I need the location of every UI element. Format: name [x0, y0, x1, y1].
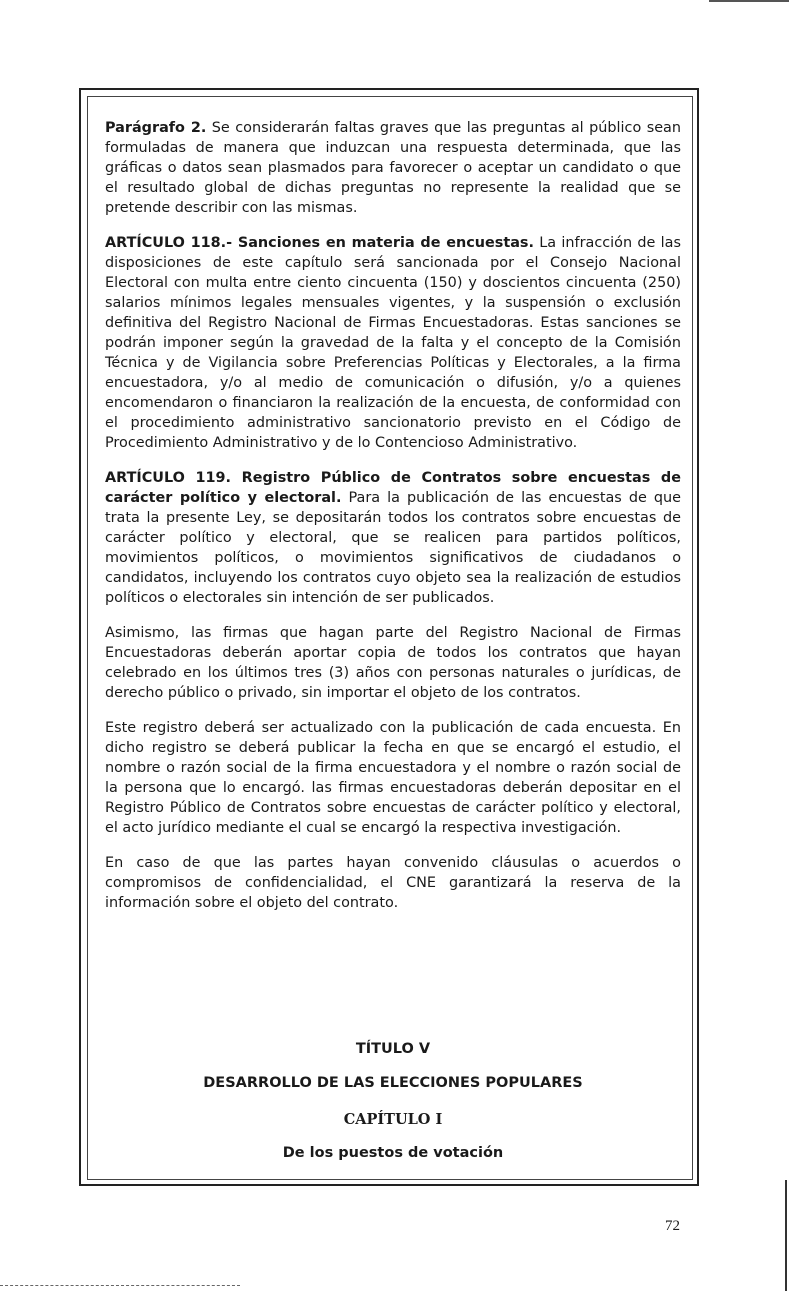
scan-artifact-bottom: [0, 1285, 240, 1287]
asimismo-paragraph: Asimismo, las firmas que hagan parte del Registro Nacional de Firmas Encuestadoras deberán aportar copia de todos los contratos que hayan celebrado en los últimos tres (3) años con personas naturales o jurídicas, de derecho público o privado, sin importar el objeto de los contratos.: [105, 625, 681, 701]
titulo-heading: TÍTULO V: [355, 1041, 431, 1057]
scan-artifact-top: [709, 0, 789, 2]
registro-paragraph: Este registro deberá ser actualizado con la publicación de cada encuesta. En dicho registro se deberá publicar la fecha en que se encargó el estudio, el nombre o razón social de la firma encuestadora y el nombre o razón social de la persona que lo encargó. las firmas encuestadoras deberán depositar en el Registro Público de Contratos sobre encuestas de carácter político y electoral, el acto jurídico mediante el cual se encargó la respectiva investigación.: [105, 720, 681, 836]
articulo-119-label: ARTÍCULO 119. Registro Público de Contratos sobre encuestas de carácter político y electoral.: [105, 470, 681, 506]
desarrollo-heading: DESARROLLO DE LAS ELECCIONES POPULARES: [203, 1075, 583, 1091]
paragrafo-2: [105, 118, 681, 218]
page-number: 72: [665, 1218, 680, 1234]
paragrafo-2-label: Parágrafo 2.: [105, 120, 207, 136]
articulo-118-label: ARTÍCULO 118.- Sanciones en materia de encuestas.: [105, 235, 534, 251]
articulo-118-text: La infracción de las disposiciones de este capítulo será sancionada por el Consejo Nacional Electoral con multa entre ciento cincuenta (150) y doscientos cincuenta (250) salarios mínimos legales mensuales vigentes, y la suspensión o exclusión definitiva del Registro Nacional de Firmas Encuestadoras. Estas sanciones se podrán imponer según la gravedad de la falta y el concepto de la Comisión Técnica y de Vigilancia sobre Preferencias Políticas y Electorales, a la firma encuestadora, y/o al medio de comunicación o difusión, y/o a quienes encomendaron o financiaron la realización de la encuesta, de conformidad con el procedimiento administrativo sancionatorio previsto en el Código de Procedimiento Administrativo y de lo Contencioso Administrativo.: [105, 235, 681, 451]
scan-artifact-right: [785, 1180, 787, 1291]
articulo-119-text: Para la publicación de las encuestas de que trata la presente Ley, se depositarán todos los contratos sobre encuestas de carácter político y electoral, que se realicen para partidos políticos, movimientos políticos, o movimientos significativos de ciudadanos o candidatos, incluyendo los contratos cuyo objeto sea la realización de estudios políticos o electorales sin intención de ser publicados.: [105, 490, 681, 606]
articulo-119: [105, 468, 681, 608]
body-text: [105, 118, 681, 928]
paragrafo-2-text: Se considerarán faltas graves que las preguntas al público sean formuladas de manera que induzcan una respuesta determinada, que las gráficas o datos sean plasmados para favorecer o aceptar un candidato o que el resultado global de dichas preguntas no represente la realidad que se pretende describir con las mismas.: [105, 120, 681, 216]
confidencialidad-paragraph: En caso de que las partes hayan convenido cláusulas o acuerdos o compromisos de confidencialidad, el CNE garantizará la reserva de la información sobre el objeto del contrato.: [105, 855, 681, 911]
articulo-118: [105, 233, 681, 453]
capitulo-heading: CAPÍTULO I: [343, 1111, 443, 1128]
puestos-heading: De los puestos de votación: [282, 1145, 504, 1161]
